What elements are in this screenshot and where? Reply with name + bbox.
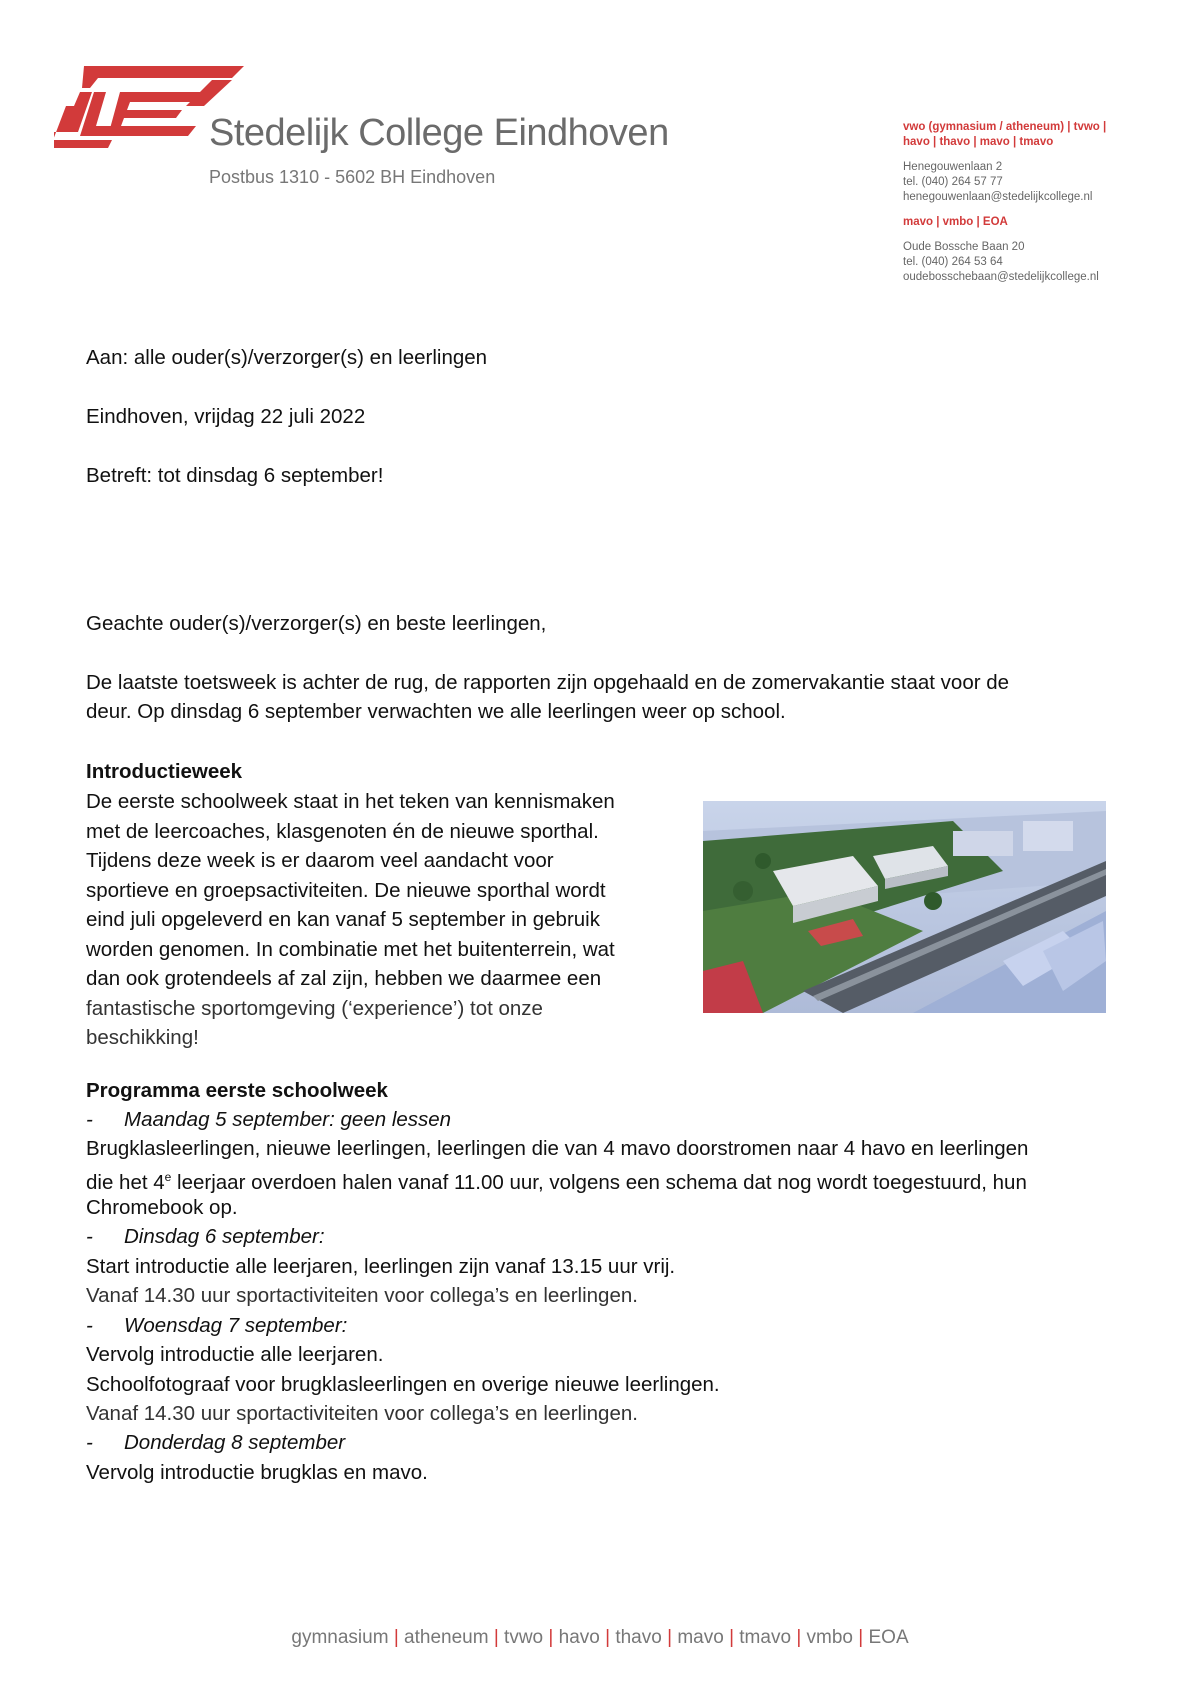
intro-paragraph xyxy=(86,787,676,1053)
footer-separator: | xyxy=(493,1627,499,1648)
wednesday-line-3: Vanaf 14.30 uur sportactiviteiten voor collega’s en leerlingen. xyxy=(86,1402,638,1425)
paragraph-1-line-2: deur. Op dinsdag 6 september verwachten we alle leerlingen weer op school. xyxy=(86,700,786,723)
location2-tel: tel. (040) 264 53 64 xyxy=(903,256,1003,268)
thursday-line-1: Vervolg introductie brugklas en mavo. xyxy=(86,1461,428,1484)
footer-item: thavo xyxy=(615,1627,662,1648)
list-dash: - xyxy=(86,1108,93,1131)
thursday-item xyxy=(86,1428,1126,1458)
location2-email: oudebosschebaan@stedelijkcollege.nl xyxy=(903,271,1099,283)
program-heading: Programma eerste schoolweek xyxy=(86,1079,388,1102)
location1-email: henegouwenlaan@stedelijkcollege.nl xyxy=(903,191,1093,203)
school-aerial-image xyxy=(703,801,1106,1013)
monday-line-3: Chromebook op. xyxy=(86,1196,238,1219)
footer-item: atheneum xyxy=(404,1627,489,1648)
intro-line: met de leercoaches, klasgenoten én de nieuwe sporthal. xyxy=(86,819,599,843)
location1-address: Henegouwenlaan 2 xyxy=(903,161,1003,173)
wednesday-line-1: Vervolg introductie alle leerjaren. xyxy=(86,1343,384,1366)
paragraph-1-line-1: De laatste toetsweek is achter de rug, de rapporten zijn opgehaald en de zomervakantie staat voor de xyxy=(86,671,1010,694)
tuesday-item xyxy=(86,1222,1126,1252)
salutation: Geachte ouder(s)/verzorger(s) en beste leerlingen, xyxy=(86,612,547,635)
postbus-address: Postbus 1310 - 5602 BH Eindhoven xyxy=(209,167,496,187)
ordinal-suffix: e xyxy=(164,1170,172,1184)
footer-item: mavo xyxy=(677,1627,724,1648)
footer-item: EOA xyxy=(868,1627,909,1648)
footer-item: tmavo xyxy=(739,1627,792,1648)
monday-line-1: Brugklasleerlingen, nieuwe leerlingen, leerlingen die van 4 mavo doorstromen naar 4 havo en leerlingen xyxy=(86,1137,1029,1160)
footer-separator: | xyxy=(548,1627,554,1648)
tuesday-label: Dinsdag 6 september: xyxy=(124,1225,325,1248)
letter-date: Eindhoven, vrijdag 22 juli 2022 xyxy=(86,405,366,428)
footer-item: gymnasium xyxy=(291,1627,389,1648)
footer-separator: | xyxy=(796,1627,802,1648)
tuesday-line-2: Vanaf 14.30 uur sportactiviteiten voor collega’s en leerlingen. xyxy=(86,1284,638,1307)
intro-line: beschikking! xyxy=(86,1026,199,1049)
footer-separator: | xyxy=(858,1627,864,1648)
monday-line-2a: die het 4 xyxy=(86,1170,165,1194)
list-dash: - xyxy=(86,1225,93,1248)
intro-line: De eerste schoolweek staat in het teken van kennismaken xyxy=(86,790,615,813)
location2-levels: mavo | vmbo | EOA xyxy=(903,216,1008,228)
tuesday-line-1: Start introductie alle leerjaren, leerlingen zijn vanaf 13.15 uur vrij. xyxy=(86,1255,676,1278)
location1-levels-2: havo | thavo | mavo | tmavo xyxy=(903,136,1054,148)
location1-levels: vwo (gymnasium / atheneum) | tvwo | xyxy=(903,121,1107,133)
intro-line: worden genomen. In combinatie met het buitenterrein, wat xyxy=(86,937,615,961)
intro-line: eind juli opgeleverd en kan vanaf 5 september in gebruik xyxy=(86,908,600,931)
addressee: Aan: alle ouder(s)/verzorger(s) en leerlingen xyxy=(86,346,488,369)
footer-separator: | xyxy=(667,1627,673,1648)
intro-line: Tijdens deze week is er daarom veel aandacht voor xyxy=(86,849,554,872)
intro-heading: Introductieweek xyxy=(86,760,243,783)
intro-line: sportieve en groepsactiviteiten. De nieuwe sporthal wordt xyxy=(86,878,606,902)
list-dash: - xyxy=(86,1431,93,1454)
footer-separator: | xyxy=(605,1627,611,1648)
footer-separator: | xyxy=(729,1627,734,1648)
monday-line-2b: leerjaar overdoen halen vanaf 11.00 uur, volgens een schema dat nog wordt toegestuurd, hun xyxy=(171,1170,1027,1194)
footer-levels xyxy=(0,1627,1200,1649)
list-dash: - xyxy=(86,1314,93,1337)
monday-label: Maandag 5 september: geen lessen xyxy=(124,1108,452,1131)
wednesday-item xyxy=(86,1311,1126,1341)
wednesday-line-2: Schoolfotograaf voor brugklasleerlingen en overige nieuwe leerlingen. xyxy=(86,1373,720,1396)
intro-line: fantastische sportomgeving (‘experience’) tot onze xyxy=(86,996,543,1020)
monday-item xyxy=(86,1105,1126,1135)
school-name: Stedelijk College Eindhoven xyxy=(209,112,669,154)
footer-separator: | xyxy=(393,1627,399,1648)
wednesday-label: Woensdag 7 september: xyxy=(124,1314,348,1337)
contact-block xyxy=(903,120,1143,285)
footer-item: havo xyxy=(558,1627,600,1648)
letter-subject: Betreft: tot dinsdag 6 september! xyxy=(86,464,384,487)
location2-address: Oude Bossche Baan 20 xyxy=(903,241,1025,253)
location1-tel: tel. (040) 264 57 77 xyxy=(903,176,1003,188)
footer-item: vmbo xyxy=(806,1627,853,1648)
thursday-label: Donderdag 8 september xyxy=(124,1431,346,1454)
intro-line: dan ook grotendeels af zal zijn, hebben we daarmee een xyxy=(86,967,602,990)
footer-item: tvwo xyxy=(504,1627,544,1648)
